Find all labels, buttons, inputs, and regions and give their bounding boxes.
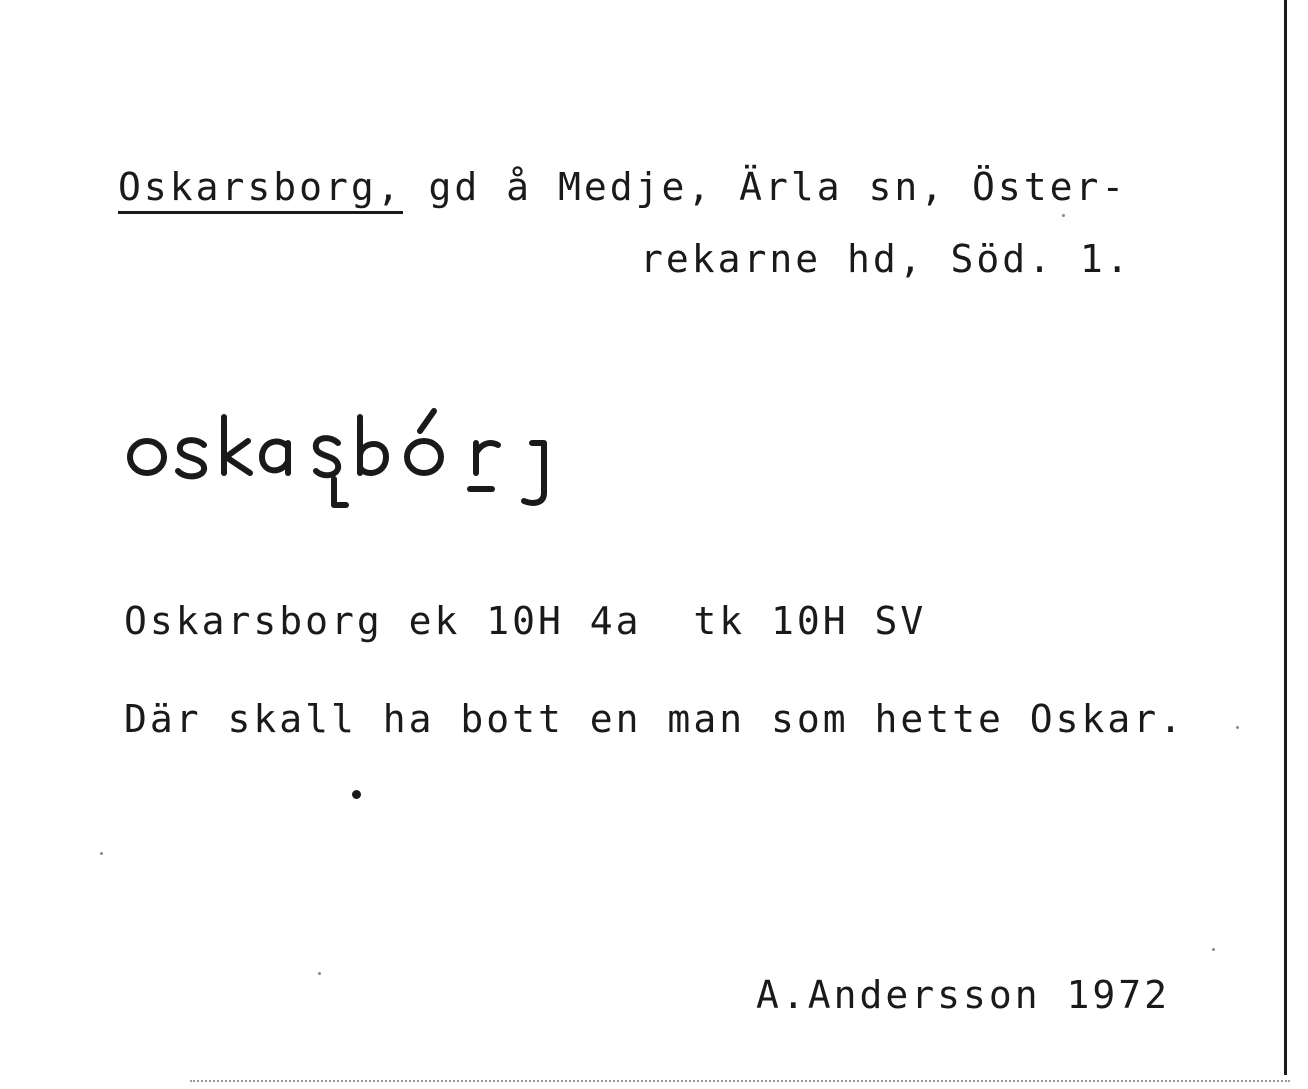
entry-line-1 [118,165,1128,209]
ink-dot [352,790,361,799]
speck [1212,948,1215,951]
headword: Oskarsborg, [118,165,403,214]
speck [318,972,321,975]
signature-line: A.Andersson 1972 [756,973,1171,1017]
entry-line-2: rekarne hd, Söd. 1. [640,237,1132,281]
speck [100,852,103,855]
speck [1236,726,1239,729]
entry-location: gd å Medje, Ärla sn, Öster- [402,165,1128,209]
card-bottom-edge [190,1080,1290,1082]
phonetic-transcription-handwriting [120,405,580,525]
reference-line: Oskarsborg ek 10H 4a tk 10H SV [124,599,927,643]
note-line: Där skall ha bott en man som hette Oskar. [124,697,1185,741]
card-right-edge [1284,0,1287,1075]
speck [1062,214,1065,217]
